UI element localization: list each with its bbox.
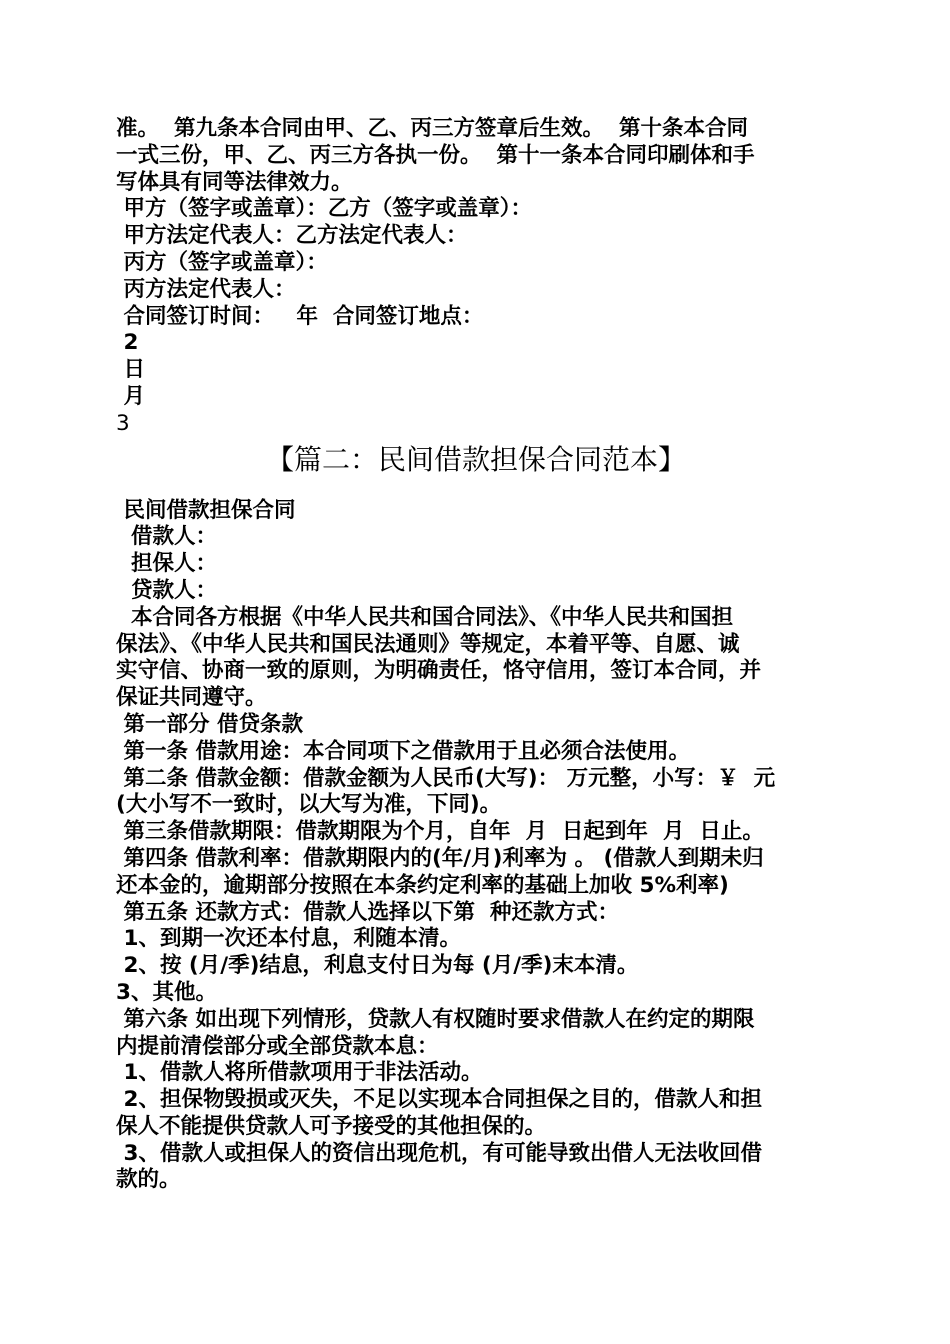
text-line: 写体具有同等法律效力。 [116, 169, 353, 195]
article-6: 第六条 如出现下列情形，贷款人有权随时要求借款人在约定的期限 [116, 1006, 755, 1032]
text-line: (大小写不一致时，以大写为准，下同)。 [116, 792, 502, 818]
list-item: 3、借款人或担保人的资信出现危机，有可能导致出借人无法收回借 [116, 1140, 762, 1166]
text-line: 一式三份，甲、乙、丙三方各执一份。 第十一条本合同印刷体和手 [116, 142, 755, 168]
text-line: 3 [116, 410, 130, 436]
sign-date-place-line: 合同签订时间： 年 合同签订地点： [116, 303, 484, 329]
representative-line-a-b: 甲方法定代表人：乙方法定代表人： [116, 223, 468, 249]
contract-title: 民间借款担保合同 [116, 497, 296, 523]
guarantor-line: 担保人： [116, 551, 217, 577]
document-body [116, 116, 836, 1194]
text-line: 本合同各方根据《中华人民共和国合同法》、《中华人民共和国担 [116, 604, 733, 630]
representative-line-c: 丙方法定代表人： [116, 276, 296, 302]
text-line: 2 [116, 330, 139, 356]
text-line: 保法》、《中华人民共和国民法通则》等规定，本着平等、自愿、诚 [116, 631, 740, 657]
section-heading: 【篇二：民间借款担保合同范本】 [265, 442, 686, 476]
borrower-line: 借款人： [116, 524, 217, 550]
article-4: 第四条 借款利率：借款期限内的(年/月)利率为 。 (借款人到期未归 [116, 845, 764, 871]
text-line: 保人不能提供贷款人可予接受的其他担保的。 [116, 1113, 547, 1139]
article-1: 第一条 借款用途：本合同项下之借款用于且必须合法使用。 [116, 738, 690, 764]
signature-line-party-a-b: 甲方（签字或盖章）：乙方（签字或盖章）： [116, 196, 532, 222]
part-heading: 第一部分 借贷条款 [116, 711, 303, 737]
text-line: 准。 第九条本合同由甲、乙、丙三方签章后生效。 第十条本合同 [116, 116, 748, 141]
lender-line: 贷款人： [116, 577, 217, 603]
text-line: 还本金的，逾期部分按照在本条约定利率的基础上加收 5%利率) [116, 872, 729, 898]
article-3: 第三条借款期限：借款期限为个月，自年 月 日起到年 月 日止。 [116, 819, 764, 845]
text-line: 实守信、协商一致的原则，为明确责任，恪守信用，签订本合同，并 [116, 658, 762, 684]
article-5: 第五条 还款方式：借款人选择以下第 种还款方式： [116, 899, 619, 925]
list-item: 1、到期一次还本付息，利随本清。 [116, 926, 461, 952]
text-line: 月 [116, 383, 145, 409]
loan-guarantee-contract-section [116, 498, 836, 1195]
article-2: 第二条 借款金额：借款金额为人民币(大写)： 万元整，小写：￥ 元 [116, 765, 776, 791]
text-line: 保证共同遵守。 [116, 685, 267, 711]
signature-line-party-c: 丙方（签字或盖章）： [116, 249, 328, 275]
text-line: 款的。 [116, 1167, 181, 1193]
list-item: 2、按 (月/季)结息，利息支付日为每 (月/季)末本清。 [116, 953, 639, 979]
text-line: 日 [116, 357, 145, 383]
contract-tail-section [116, 116, 836, 438]
list-item: 1、借款人将所借款项用于非法活动。 [116, 1060, 483, 1086]
text-line: 内提前清偿部分或全部贷款本息： [116, 1033, 439, 1059]
list-item: 2、担保物毁损或灭失，不足以实现本合同担保之目的，借款人和担 [116, 1087, 762, 1113]
list-item: 3、其他。 [116, 979, 217, 1005]
